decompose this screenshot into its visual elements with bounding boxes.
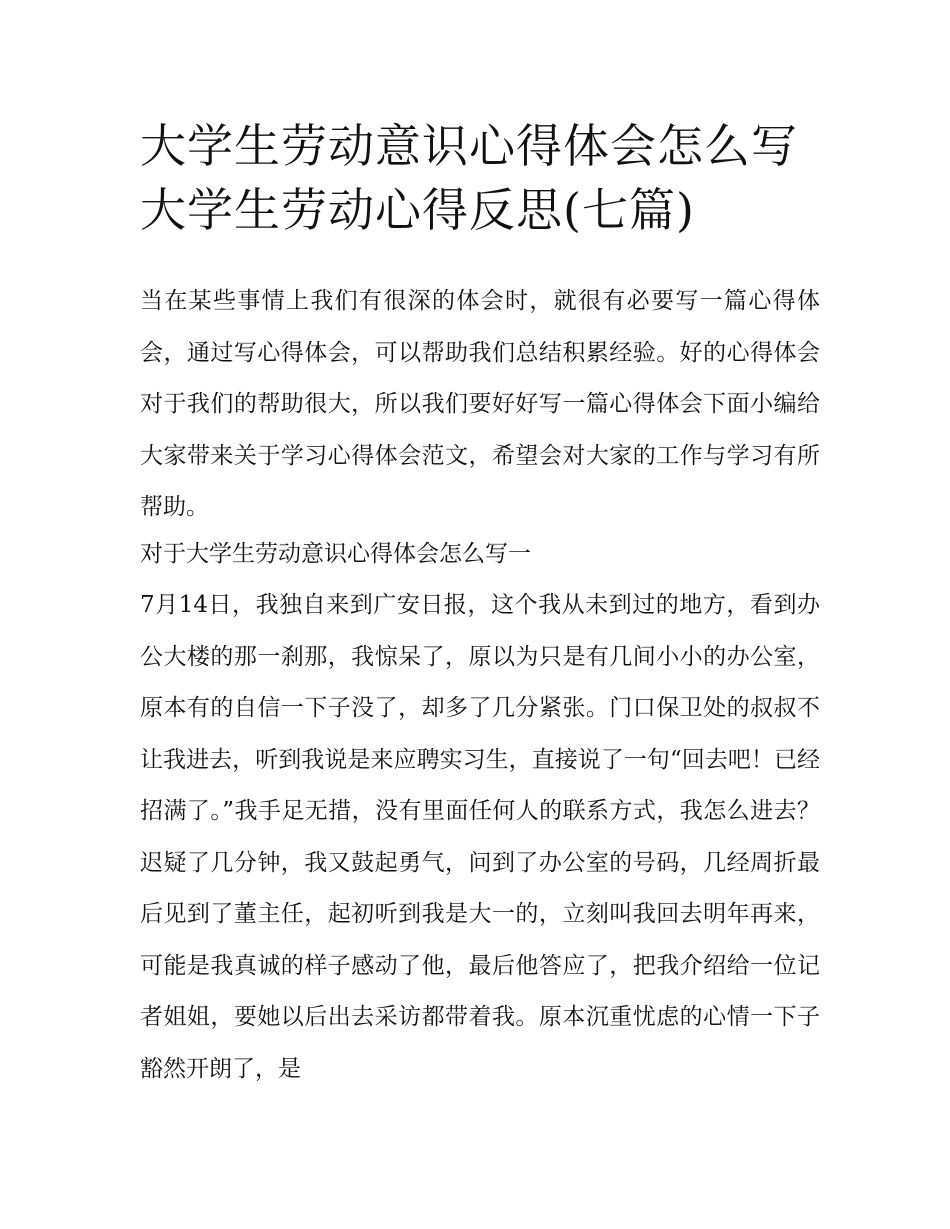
essay-paragraph: 7月14日，我独自来到广安日报，这个我从未到过的地方，看到办公大楼的那一刹那，我惊呆了，原以为只是有几间小小的办公室，原本有的自信一下子没了，却多了几分紧张。门口保卫处的叔叔不让我进去，听到我说是来应聘实习生，直接说了一句“回去吧！已经招满了。”我手足无措，没有里面任何人的联系方式，我怎么进去？迟疑了几分钟，我又鼓起勇气，问到了办公室的号码，几经周折最后见到了董主任，起初听到我是大一的，立刻叫我回去明年再来，可能是我真诚的样子感动了他，最后他答应了，把我介绍给一位记者姐姐，要她以后出去采访都带着我。原本沉重忧虑的心情一下子豁然开朗了，是 bbox=[140, 592, 820, 1082]
intro-paragraph: 当在某些事情上我们有很深的体会时，就很有必要写一篇心得体会，通过写心得体会，可以帮助我们总结积累经验。好的心得体会对于我们的帮助很大，所以我们要好好写一篇心得体会下面小编给大家带来关于学习心得体会范文，希望会对大家的工作与学习有所帮助。 bbox=[140, 288, 820, 520]
document-title: 大学生劳动意识心得体会怎么写 大学生劳动心得反思(七篇) bbox=[140, 119, 798, 237]
section-heading: 对于大学生劳动意识心得体会怎么写一 bbox=[140, 541, 531, 567]
